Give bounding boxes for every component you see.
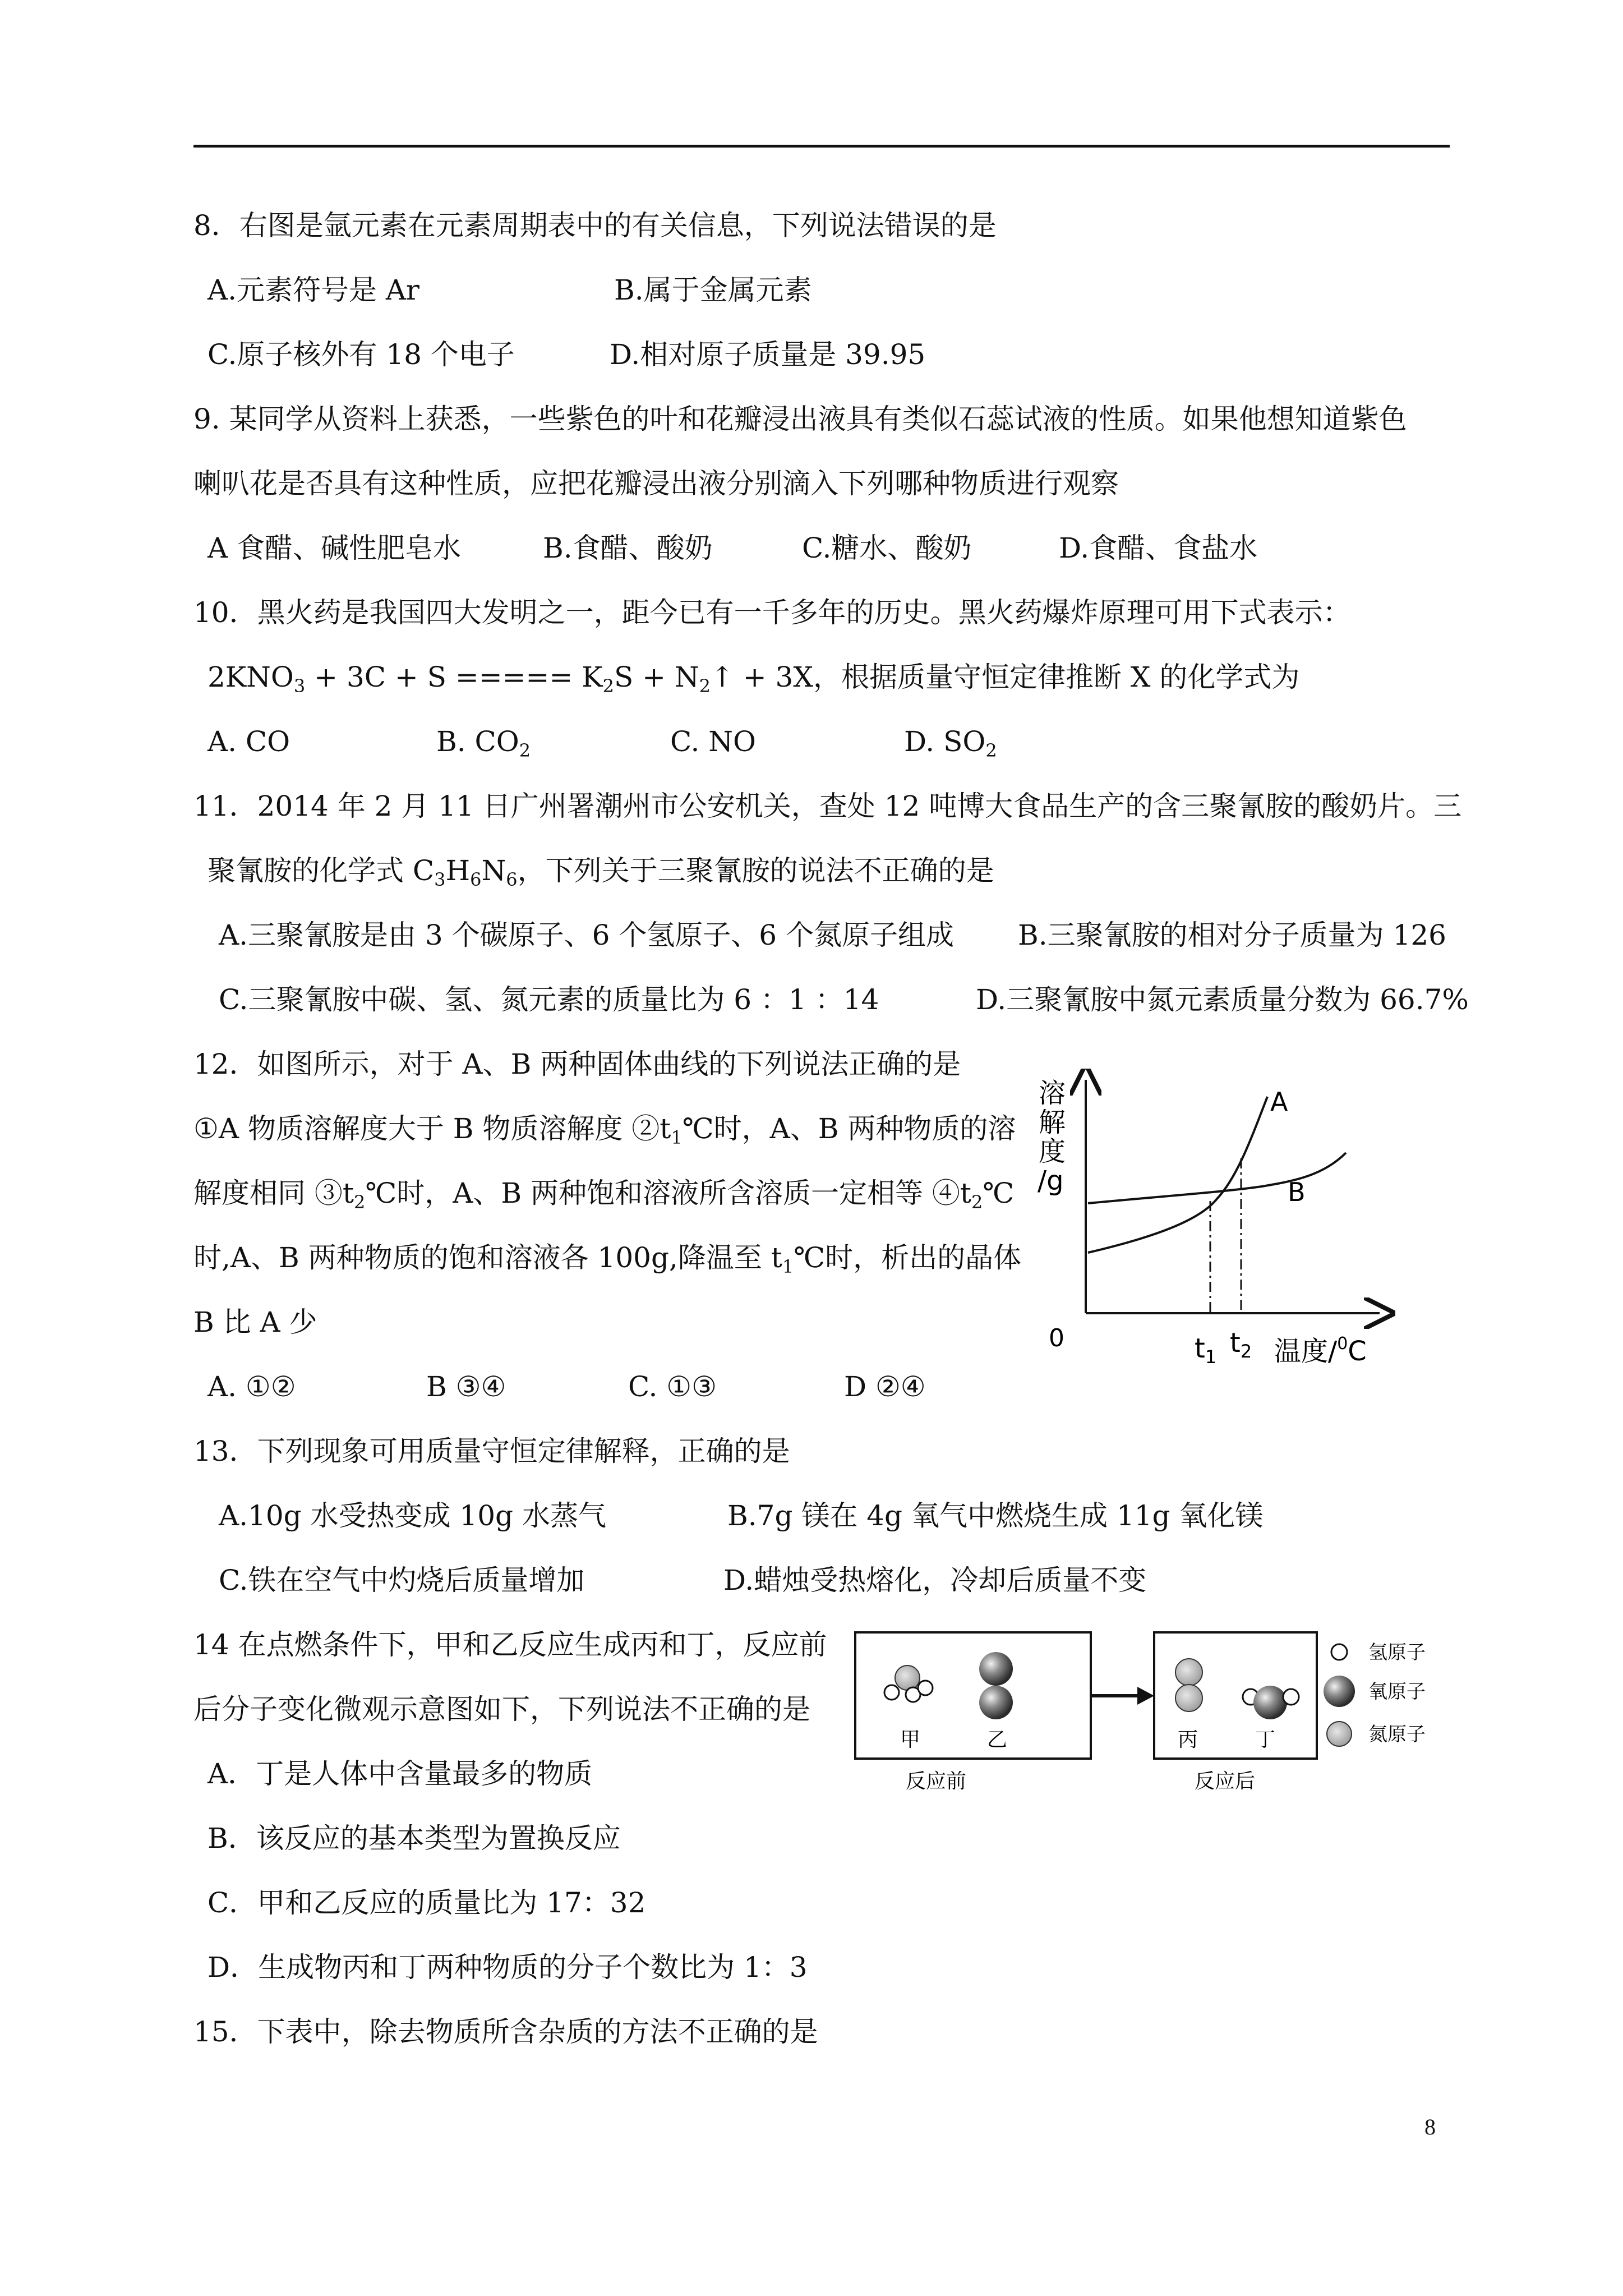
q8-stem: 8．右图是氩元素在元素周期表中的有关信息，下列说法错误的是 — [193, 209, 997, 242]
q11-option-c: C.三聚氰胺中碳、氢、氮元素的质量比为 6 ：1 ：14 — [219, 983, 879, 1016]
q12-option-a: A. ①② — [208, 1370, 296, 1403]
ylabel-char-1: 溶 — [1039, 1078, 1066, 1109]
q10-stem: 10．黑火药是我国四大发明之一，距今已有一千多年的历史。黑火药爆炸原理可用下式表示： — [193, 596, 1351, 629]
q9-option-c: C.糖水、酸奶 — [802, 532, 972, 564]
q11-stem-line2: 聚氰胺的化学式 $C_3H_6N_6$，下列关于三聚氰胺的说法不正确的是 — [208, 854, 994, 890]
q9-stem-line1: 9. 某同学从资料上获悉，一些紫色的叶和花瓣浸出液具有类似石蕊试液的性质。如果他想知道紫色 — [193, 403, 1407, 435]
q13-stem: 13．下列现象可用质量守恒定律解释，正确的是 — [193, 1435, 790, 1467]
ylabel-char-2: 解 — [1039, 1107, 1066, 1138]
q8-option-c: C.原子核外有 18 个电子 — [208, 338, 515, 371]
header-rule — [193, 145, 1450, 148]
curve-b-label: B — [1288, 1177, 1306, 1207]
q10-option-a: A. CO — [208, 725, 291, 758]
q13-option-c: C.铁在空气中灼烧后质量增加 — [219, 1564, 585, 1596]
q15-stem: 15．下表中，除去物质所含杂质的方法不正确的是 — [193, 2016, 818, 2048]
q9-option-a: A 食醋、碱性肥皂水 — [208, 532, 462, 564]
curve-b — [1088, 1153, 1346, 1203]
legend-hydrogen: 氢原子 — [1368, 1641, 1426, 1664]
t2-label: $t_2$ — [1230, 1327, 1252, 1362]
q14-stem-line1: 14 在点燃条件下，甲和乙反应生成丙和丁，反应前 — [193, 1628, 827, 1661]
q14-stem-line2: 后分子变化微观示意图如下，下列说法不正确的是 — [193, 1693, 810, 1726]
arrow-head-icon — [1137, 1687, 1154, 1705]
oxygen-atom-icon — [1324, 1676, 1355, 1707]
q12-option-d: D ②④ — [844, 1370, 926, 1403]
q12-stem: 12．如图所示，对于 A、B 两种固体曲线的下列说法正确的是 — [193, 1048, 961, 1080]
q13-option-b: B.7g 镁在 4g 氧气中燃烧生成 11g 氧化镁 — [727, 1499, 1264, 1532]
legend — [1324, 1641, 1426, 1746]
origin-label: 0 — [1049, 1324, 1064, 1352]
q8-option-a: A.元素符号是 Ar — [208, 274, 419, 306]
q8-option-d: D.相对原子质量是 39.95 — [610, 338, 926, 371]
q8-option-b: B.属于金属元素 — [614, 274, 812, 306]
q13-option-d: D.蜡烛受热熔化，冷却后质量不变 — [723, 1564, 1147, 1596]
q11-option-b: B.三聚氰胺的相对分子质量为 126 — [1018, 919, 1446, 951]
q9-option-d: D.食醋、食盐水 — [1059, 532, 1258, 564]
before-label: 反应前 — [906, 1770, 967, 1793]
q12-statement-line2: 解度相同 $③t_2℃$时，A、B 两种饱和溶液所含溶质一定相等 $④t_2℃$ — [193, 1177, 1015, 1213]
q10-equation: $2KNO_3 + 3C + S$ ===== $K_2S$ + $N_2↑ + 3X$，根据质量守恒定律推断 X 的化学式为 — [208, 661, 1300, 697]
t1-label: $t_1$ — [1195, 1333, 1217, 1368]
q14-option-c: C．甲和乙反应的质量比为 17：32 — [208, 1887, 646, 1919]
q12-statement-line3: 时,A、B 两种物质的饱和溶液各 100g,降温至 $t_1℃$时，析出的晶体 — [193, 1241, 1022, 1277]
ylabel-unit: /g — [1038, 1165, 1064, 1197]
q10-option-d: D. $SO_2$ — [904, 725, 997, 761]
q12-statement-line1: ①A 物质溶解度大于 B 物质溶解度 $②t_1℃$时，A、B 两种物质的溶 — [193, 1112, 1016, 1148]
q10-option-c: C. NO — [670, 725, 757, 758]
q9-option-b: B.食醋、酸奶 — [543, 532, 713, 564]
legend-nitrogen: 氮原子 — [1368, 1723, 1426, 1746]
curve-a-label: A — [1270, 1087, 1288, 1117]
nitrogen-atom-icon — [1327, 1722, 1352, 1746]
q14-option-b: B．该反应的基本类型为置换反应 — [208, 1822, 621, 1855]
solubility-chart — [1032, 1069, 1424, 1374]
xlabel: 温度/$^0$C — [1274, 1334, 1367, 1367]
q14-option-d: D．生成物丙和丁两种物质的分子个数比为 1：3 — [208, 1951, 808, 1984]
yi-label: 乙 — [987, 1728, 1008, 1751]
after-label: 反应后 — [1195, 1770, 1256, 1793]
legend-oxygen: 氧原子 — [1368, 1681, 1426, 1703]
page-number: 8 — [1424, 2114, 1436, 2139]
q12-option-c: C. ①③ — [628, 1370, 717, 1403]
bing-label: 丙 — [1178, 1728, 1198, 1751]
q12-statement-line4: B 比 A 少 — [193, 1306, 317, 1338]
q11-option-d: D.三聚氰胺中氮元素质量分数为 66.7% — [976, 983, 1469, 1016]
reaction-diagram — [852, 1630, 1481, 1798]
q11-option-a: A.三聚氰胺是由 3 个碳原子、6 个氢原子、6 个氮原子组成 — [219, 919, 955, 951]
q14-option-a: A．丁是人体中含量最多的物质 — [208, 1757, 593, 1790]
hydrogen-atom-icon — [1331, 1644, 1347, 1660]
q9-stem-line2: 喇叭花是否具有这种性质，应把花瓣浸出液分别滴入下列哪种物质进行观察 — [193, 467, 1119, 500]
q10-option-b: B. $CO_2$ — [436, 725, 531, 761]
ylabel-char-3: 度 — [1039, 1136, 1066, 1167]
ding-label: 丁 — [1255, 1728, 1276, 1751]
q11-stem-line1: 11．2014 年 2 月 11 日广州署潮州市公安机关，查处 12 吨博大食品生产的含三聚氰胺的酸奶片。三 — [193, 790, 1462, 822]
q13-option-a: A.10g 水受热变成 10g 水蒸气 — [219, 1499, 606, 1532]
q12-option-b: B ③④ — [426, 1370, 506, 1403]
jia-label: 甲 — [900, 1728, 921, 1751]
